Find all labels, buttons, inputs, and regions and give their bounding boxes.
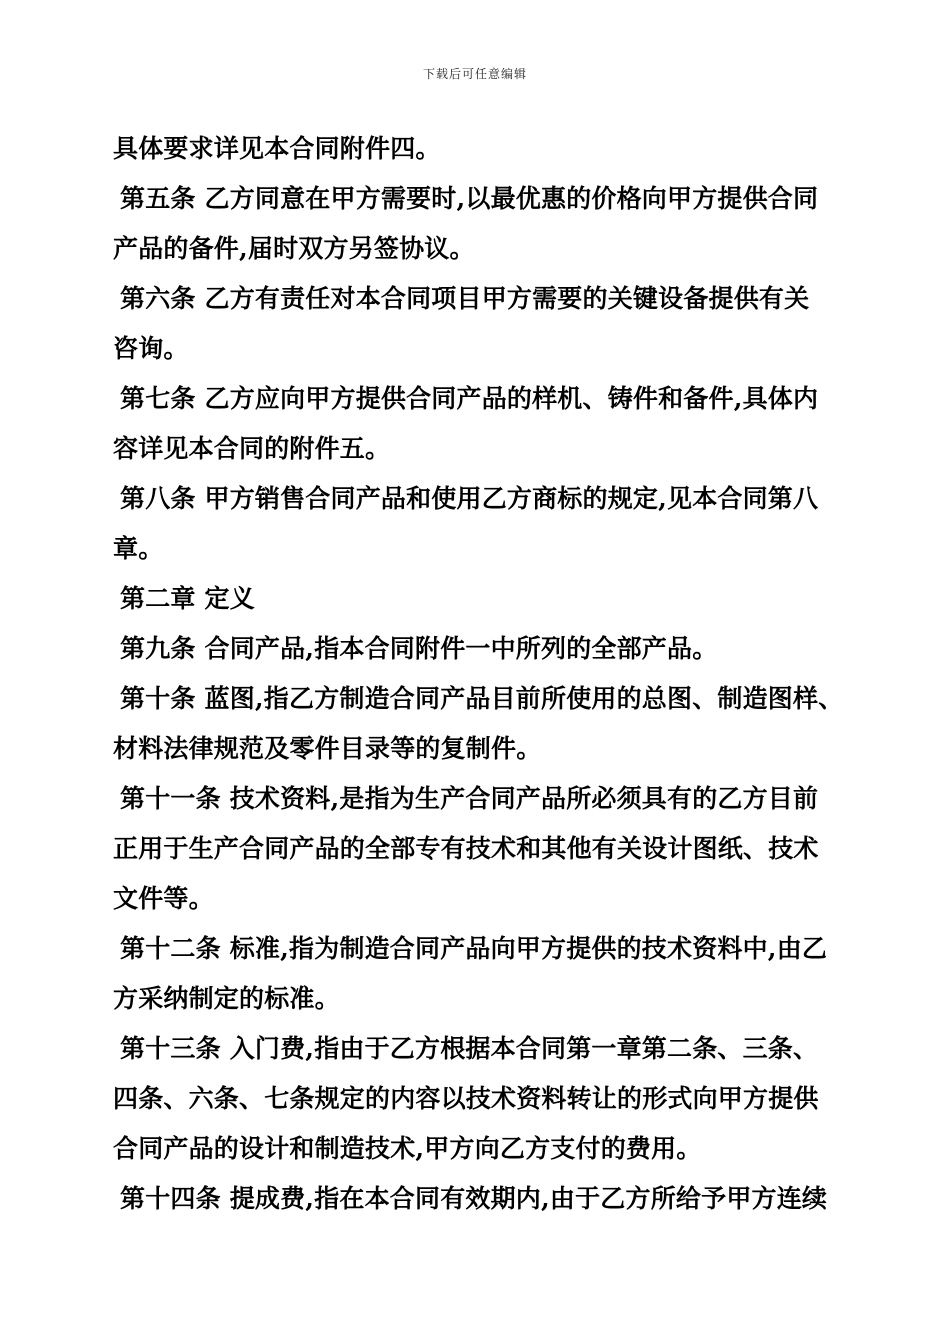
text-line: 文件等。	[113, 884, 214, 913]
article-5-line: 第五条 乙方同意在甲方需要时,以最优惠的价格向甲方提供合同	[120, 184, 819, 213]
chapter-heading: 第二章 定义	[120, 584, 255, 613]
text-line: 产品的备件,届时双方另签协议。	[113, 234, 475, 263]
text-line: 方采纳制定的标准。	[113, 984, 340, 1013]
text-line: 咨询。	[113, 334, 189, 363]
page-header-note: 下载后可任意编辑	[422, 67, 527, 81]
text-line: 容详见本合同的附件五。	[113, 434, 391, 463]
text-line: 合同产品的设计和制造技术,甲方向乙方支付的费用。	[113, 1134, 702, 1163]
article-9-line: 第九条 合同产品,指本合同附件一中所列的全部产品。	[120, 634, 718, 663]
article-6-line: 第六条 乙方有责任对本合同项目甲方需要的关键设备提供有关	[120, 284, 810, 313]
text-line: 具体要求详见本合同附件四。	[113, 134, 441, 163]
article-7-line: 第七条 乙方应向甲方提供合同产品的样机、铸件和备件,具体内	[120, 384, 819, 413]
article-12-line: 第十二条 标准,指为制造合同产品向甲方提供的技术资料中,由乙	[120, 934, 828, 963]
article-10-line: 第十条 蓝图,指乙方制造合同产品目前所使用的总图、制造图样、	[120, 684, 844, 713]
article-13-line: 第十三条 入门费,指由于乙方根据本合同第一章第二条、三条、	[120, 1034, 819, 1063]
document-body	[113, 124, 873, 1224]
text-line: 材料法律规范及零件目录等的复制件。	[113, 734, 542, 763]
text-line: 四条、六条、七条规定的内容以技术资料转让的形式向甲方提供	[113, 1084, 819, 1113]
article-8-line: 第八条 甲方销售合同产品和使用乙方商标的规定,见本合同第八	[120, 484, 819, 513]
text-line: 正用于生产合同产品的全部专有技术和其他有关设计图纸、技术	[113, 834, 819, 863]
text-line: 章。	[113, 534, 164, 563]
article-14-line: 第十四条 提成费,指在本合同有效期内,由于乙方所给予甲方连续	[120, 1184, 828, 1213]
article-11-line: 第十一条 技术资料,是指为生产合同产品所必须具有的乙方目前	[120, 784, 819, 813]
